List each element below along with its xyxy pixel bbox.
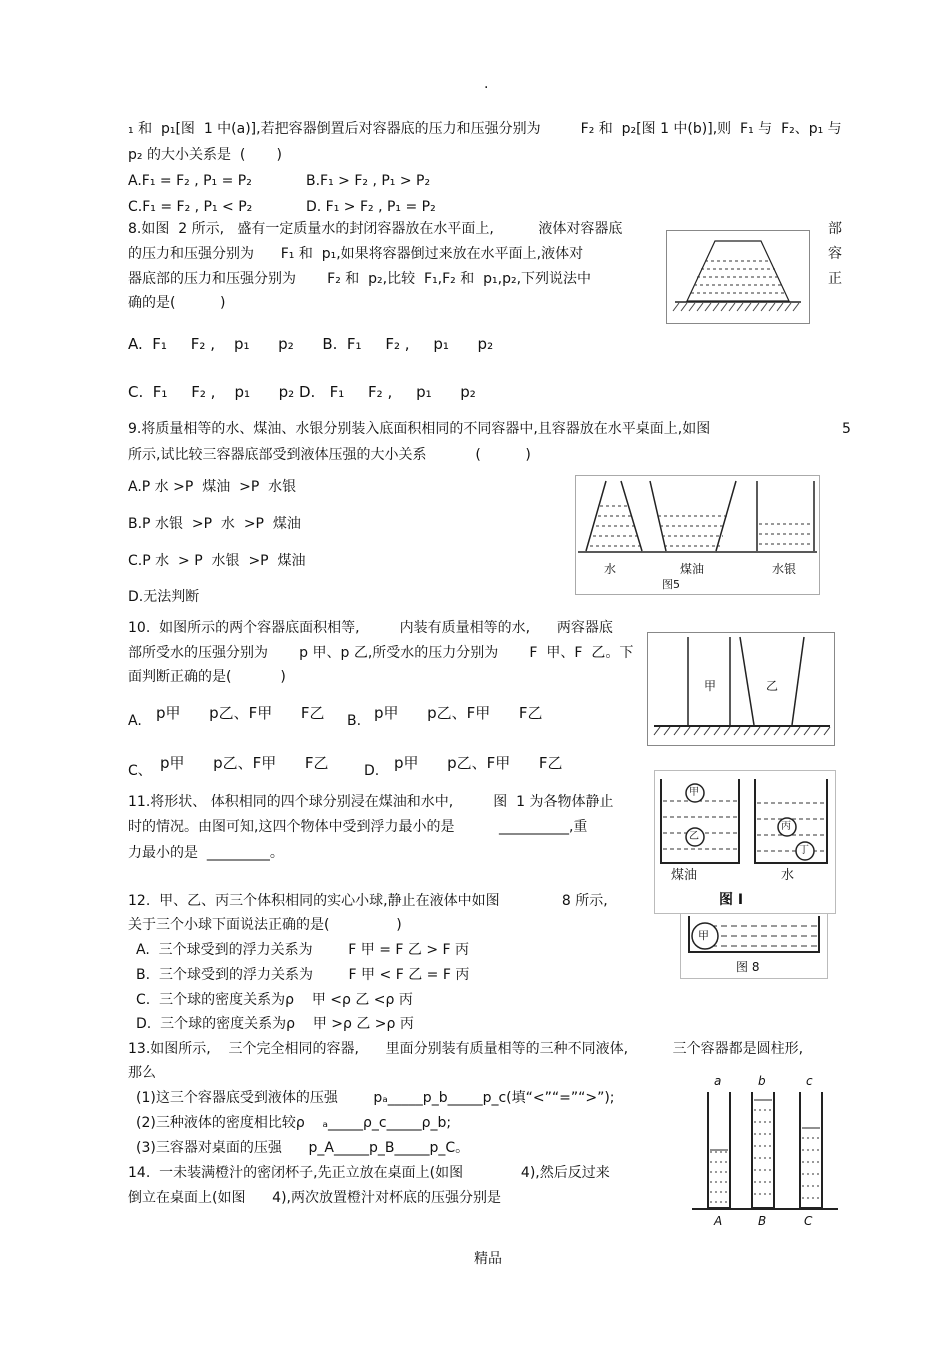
fig10-label-jia: 甲: [704, 679, 717, 693]
q8-options-ab: A. F₁ F₂ , p₁ p₂ B. F₁ F₂ , p₁ p₂: [128, 335, 494, 353]
q10-option-a-letter: A.: [128, 713, 142, 729]
fig1-label-kerosene: 煤油: [671, 868, 698, 883]
fig8-caption: 图 8: [736, 960, 760, 974]
q10-line2: 部所受水的压强分别为 p 甲、p 乙,所受水的压力分别为 F 甲、F 乙。下: [128, 645, 634, 661]
q10-option-c-letter: C、: [128, 763, 152, 779]
fig13-top-c: c: [806, 1074, 813, 1088]
figure-8-container: [680, 913, 828, 979]
q10-line1: 10. 如图所示的两个容器底面积相等, 内装有质量相等的水, 两容器底: [128, 620, 613, 636]
fig1-ball-jia: 甲: [689, 787, 699, 798]
q13-sub2: (2)三种液体的密度相比较ρ ₐ_____ρ_c_____ρ_b;: [136, 1115, 452, 1131]
q12-option-a: A. 三个球受到的浮力关系为 F 甲 = F 乙 > F 丙: [136, 942, 470, 958]
fig1-caption: 图 I: [719, 892, 744, 908]
q9-option-c: C.P 水 > P 水银 >P 煤油: [128, 553, 306, 569]
q10-line3: 面判断正确的是( ): [128, 669, 286, 685]
fig13-bottom-b: B: [758, 1214, 767, 1228]
q11-line3: 力最小的是 _________。: [128, 845, 284, 861]
q13-line2: 那么: [128, 1065, 156, 1081]
figure-q10-container: [647, 632, 835, 746]
q14-line1: 14. 一未装满橙汁的密闭杯子,先正立放在桌面上(如图 4),然后反过来: [128, 1165, 610, 1181]
footer-text: 精品: [474, 1251, 502, 1267]
q13-sub1: (1)这三个容器底受到液体的压强 pₐ_____p_b_____p_c(填“<”“=”“>”);: [136, 1090, 615, 1106]
fig10-label-yi: 乙: [766, 679, 779, 693]
q9-line2: 所示,试比较三容器底部受到液体压强的大小关系 ( ): [128, 447, 531, 463]
q9-option-d: D.无法判断: [128, 589, 200, 605]
q8-line1-tail: 部: [828, 221, 842, 237]
q11-line1: 11.将形状、 体积相同的四个球分别浸在煤油和水中, 图 1 为各物体静止: [128, 794, 614, 810]
fig13-bottom-a: A: [714, 1214, 723, 1228]
q8-line4: 确的是( ): [128, 295, 226, 311]
figure-2-container: [666, 230, 810, 324]
q8-line2-tail: 容: [828, 246, 842, 262]
q8-line3: 器底部的压力和压强分别为 F₂ 和 p₂,比较 F₁,F₂ 和 p₁,p₂,下列说法中: [128, 271, 592, 287]
q8-options-cd: C. F₁ F₂ , p₁ p₂ D. F₁ F₂ , p₁ p₂: [128, 383, 476, 401]
fig1-ball-bing: 丙: [781, 821, 791, 832]
header-dot: .: [484, 76, 489, 92]
fig1-label-water: 水: [781, 868, 795, 883]
figure-q10-drawing: [648, 633, 834, 745]
q12-line1: 12. 甲、乙、丙三个体积相同的实心小球,静止在液体中如图 8 所示,: [128, 893, 608, 909]
fig13-top-a: a: [714, 1074, 722, 1088]
q9-line1: 9.将质量相等的水、煤油、水银分别装入底面积相同的不同容器中,且容器放在水平桌面上,如图: [128, 421, 711, 437]
q12-option-d: D. 三个球的密度关系为ρ 甲 >ρ 乙 >ρ 丙: [136, 1016, 414, 1032]
figure-5-container: [575, 475, 820, 595]
q7-option-c: C.F₁ = F₂ , P₁ < P₂: [128, 199, 253, 215]
fig5-caption: 图5: [662, 578, 680, 591]
q13-line1: 13.如图所示, 三个完全相同的容器, 里面分别装有质量相等的三种不同液体, 三个容器都是圆柱形,: [128, 1041, 804, 1057]
fig5-label-mercury: 水银: [772, 562, 797, 576]
fig13-top-b: b: [758, 1074, 766, 1088]
q12-option-b: B. 三个球受到的浮力关系为 F 甲 < F 乙 = F 丙: [136, 967, 470, 983]
fig8-ball-jia: 甲: [698, 929, 709, 942]
fig1-ball-yi: 乙: [689, 831, 699, 842]
q11-line2: 时的情况。由图可知,这四个物体中受到浮力最小的是 __________,重: [128, 819, 588, 835]
q10-option-b-letter: B.: [347, 713, 362, 729]
q8-line3-tail: 正: [828, 271, 842, 287]
figure-1-container: [654, 770, 836, 914]
fig5-label-kerosene: 煤油: [680, 562, 705, 576]
q8-line2: 的压力和压强分别为 F₁ 和 p₁,如果将容器倒过来放在水平面上,液体对: [128, 246, 584, 262]
figure-q13-container: [690, 1070, 840, 1230]
q10-option-c: p甲 p乙、F甲 F乙: [160, 754, 329, 772]
q10-option-a: p甲 p乙、F甲 F乙: [156, 704, 325, 722]
q13-sub3: (3)三容器对桌面的压强 p_A_____p_B_____p_C。: [136, 1140, 470, 1156]
q7-option-b: B.F₁ > F₂ , P₁ > P₂: [306, 173, 431, 189]
figure-2-drawing: [667, 231, 809, 323]
q12-option-c: C. 三个球的密度关系为ρ 甲 <ρ 乙 <ρ 丙: [136, 992, 413, 1008]
q9-line1-tail: 5: [842, 421, 851, 437]
fig1-ball-ding: 丁: [799, 845, 809, 856]
fig13-bottom-c: C: [804, 1214, 813, 1228]
q10-option-b: p甲 p乙、F甲 F乙: [374, 704, 543, 722]
q10-option-d: p甲 p乙、F甲 F乙: [394, 754, 563, 772]
q9-option-a: A.P 水 >P 煤油 >P 水银: [128, 479, 297, 495]
q9-option-b: B.P 水银 >P 水 >P 煤油: [128, 516, 301, 532]
figure-q13-drawing: [690, 1070, 840, 1230]
q7-line1: ₁ 和 p₁[图 1 中(a)],若把容器倒置后对容器底的压力和压强分别为 F₂ 和 p₂[图 1 中(b)],则 F₁ 与 F₂、p₁ 与: [128, 121, 842, 137]
fig5-label-water: 水: [604, 562, 617, 576]
q10-option-d-letter: D.: [364, 763, 380, 779]
q7-line2: p₂ 的大小关系是 ( ): [128, 147, 282, 163]
q14-line2: 倒立在桌面上(如图 4),两次放置橙汁对杯底的压强分别是: [128, 1190, 501, 1206]
q7-option-d: D. F₁ > F₂ , P₁ = P₂: [306, 199, 436, 215]
q12-line2: 关于三个小球下面说法正确的是( ): [128, 917, 402, 933]
q8-line1: 8.如图 2 所示, 盛有一定质量水的封闭容器放在水平面上, 液体对容器底: [128, 221, 623, 237]
q7-option-a: A.F₁ = F₂ , P₁ = P₂: [128, 173, 252, 189]
